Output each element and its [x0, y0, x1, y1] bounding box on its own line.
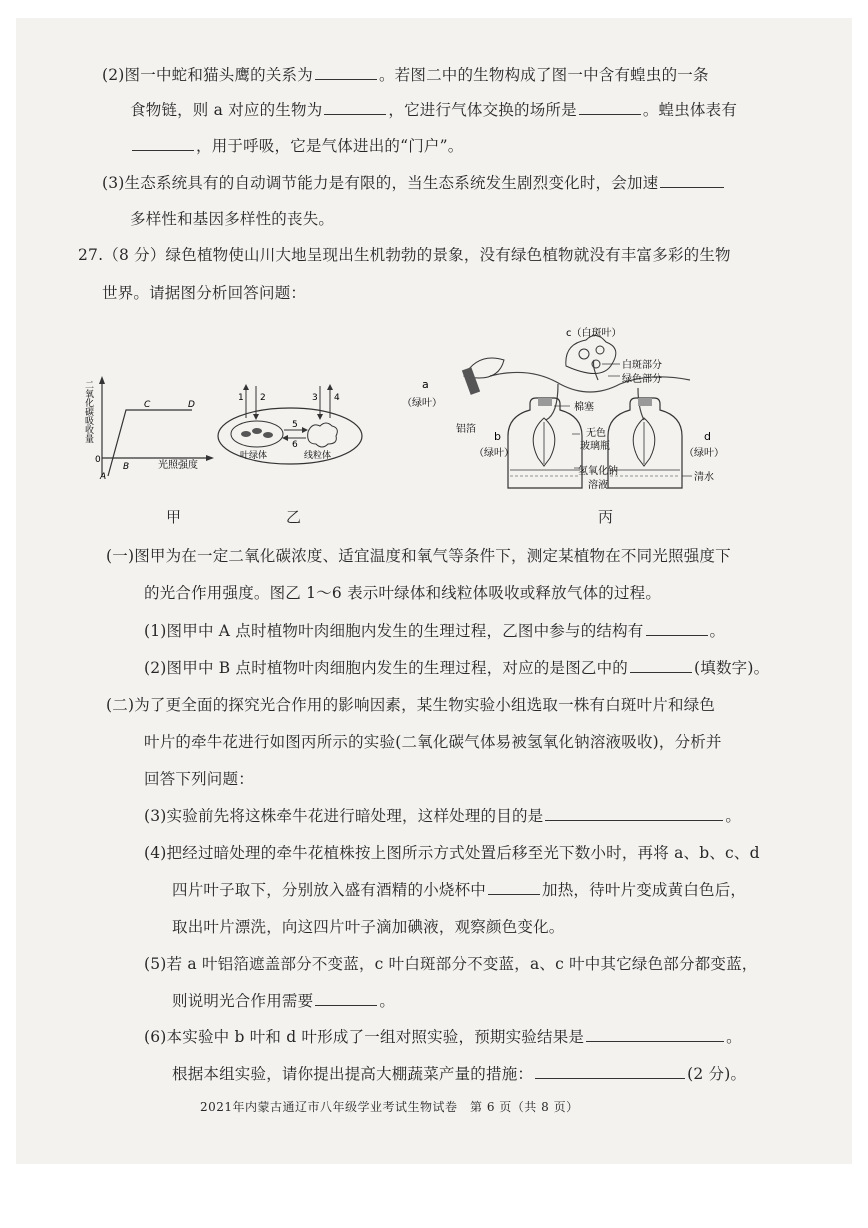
question-2: (2)图甲中 B 点时植物叶肉细胞内发生的生理过程，对应的是图乙中的 (填数字)。	[144, 659, 770, 677]
label-jar-1: 无色	[586, 428, 606, 439]
question-5-line2: 则说明光合作用需要 。	[172, 992, 396, 1010]
section1-line1: (一)图甲为在一定二氧化碳浓度、适宜温度和氧气等条件下，测定某植物在不同光照强度下	[106, 547, 731, 565]
figure-jia-graph	[83, 372, 216, 484]
label-jar-2: 玻璃瓶	[580, 441, 610, 452]
q26-p3-line2: 多样性和基因多样性的丧失。	[130, 210, 335, 228]
answer-blank[interactable]	[535, 1064, 685, 1079]
q27-header-line2: 世界。请据图分析回答问题：	[102, 284, 307, 302]
section1-line2: 的光合作用强度。图乙 1～6 表示叶绿体和线粒体吸收或释放气体的过程。	[144, 584, 662, 602]
figure-caption-jia: 甲	[166, 508, 182, 526]
leaf-c	[566, 335, 616, 373]
question-6-line2: 根据本组实验，请你提出提高大棚蔬菜产量的措施： (2 分)。	[172, 1065, 747, 1083]
grana	[241, 431, 251, 437]
label-d-sub: （绿叶）	[684, 448, 724, 459]
question-5-line1: (5)若 a 叶铝箔遮盖部分不变蓝，c 叶白斑部分不变蓝，a、c 叶中其它绿色部分都变蓝，	[144, 955, 758, 973]
answer-blank[interactable]	[660, 173, 724, 188]
point-b-label: B	[123, 462, 130, 472]
num-4: 4	[334, 393, 340, 403]
label-b: b	[494, 430, 501, 443]
cotton-plug-d	[638, 398, 652, 406]
answer-blank[interactable]	[324, 100, 386, 115]
num-3: 3	[312, 393, 318, 403]
q26-p2-line3: ，用于呼吸，它是气体进出的“门户”。	[130, 135, 463, 157]
answer-blank[interactable]	[545, 806, 723, 821]
answer-blank[interactable]	[579, 100, 641, 115]
section2-line1: (二)为了更全面的探究光合作用的影响因素，某生物实验小组选取一株有白斑叶片和绿色	[106, 696, 716, 714]
stem-to-c	[594, 360, 599, 380]
label-a: a	[422, 378, 429, 391]
section2-line2: 叶片的牵牛花进行如图丙所示的实验(二氧化碳气体易被氢氧化钠溶液吸收)，分析并	[144, 733, 722, 751]
cotton-plug-b	[538, 398, 552, 406]
label-foil: 铝箔	[456, 424, 476, 435]
figure-yi-cell	[212, 382, 368, 466]
question-6-line1: (6)本实验中 b 叶和 d 叶形成了一组对照实验，预期实验结果是 。	[144, 1028, 742, 1046]
answer-blank[interactable]	[132, 136, 194, 151]
point-a-label: A	[100, 472, 107, 482]
question-1: (1)图甲中 A 点时植物叶肉细胞内发生的生理过程，乙图中参与的结构有 。	[144, 622, 726, 640]
point-d-label: D	[188, 400, 195, 410]
question-4-line2: 四片叶子取下，分别放入盛有酒精的小烧杯中 加热，待叶片变成黄白色后，	[172, 881, 747, 899]
label-b-sub: （绿叶）	[474, 448, 514, 459]
label-a-sub: （绿叶）	[402, 398, 442, 409]
jar-b	[508, 398, 582, 488]
label-c: c（白斑叶）	[566, 328, 622, 339]
jar-d	[608, 398, 682, 488]
x-axis-label: 光照强度	[158, 460, 198, 471]
figure-bing-experiment	[398, 318, 728, 494]
mitochondria-shape	[308, 423, 338, 447]
figure-caption-bing: 丙	[598, 508, 614, 526]
question-4-line3: 取出叶片漂洗，向这四片叶子滴加碘液，观察颜色变化。	[172, 918, 565, 936]
answer-blank[interactable]	[646, 621, 708, 636]
chloroplast-label: 叶绿体	[240, 451, 268, 461]
answer-blank[interactable]	[315, 991, 377, 1006]
white-spot	[596, 346, 604, 354]
origin-label: 0	[95, 455, 101, 465]
label-naoh-1: 氢氧化钠	[578, 466, 618, 477]
grana	[252, 428, 262, 434]
question-4-line1: (4)把经过暗处理的牵牛花植株按上图所示方式处置后移至光下数小时，再将 a、b、c、d	[144, 844, 760, 862]
num-1: 1	[238, 393, 244, 403]
point-c-label: C	[144, 400, 151, 410]
page-footer: 2021年内蒙古通辽市八年级学业考试生物试卷 第 6 页（共 8 页）	[200, 1100, 579, 1114]
label-d: d	[704, 430, 711, 443]
num-6: 6	[292, 440, 298, 450]
figure-caption-yi: 乙	[286, 508, 302, 526]
answer-blank[interactable]	[586, 1027, 724, 1042]
y-axis-arrow	[99, 376, 105, 384]
section2-line3: 回答下列问题：	[144, 770, 254, 788]
answer-blank[interactable]	[630, 658, 692, 673]
question-3: (3)实验前先将这株牵牛花进行暗处理，这样处理的目的是 。	[144, 807, 742, 825]
label-water: 清水	[694, 472, 714, 483]
num-2: 2	[260, 393, 266, 403]
foil	[462, 367, 480, 395]
q26-p2-line2: 食物链，则 a 对应的生物为 ，它进行气体交换的场所是 。蝗虫体表有	[130, 101, 738, 119]
q26-p3-line1: (3)生态系统具有的自动调节能力是有限的，当生态系统发生剧烈变化时，会加速	[102, 172, 726, 194]
white-spot	[579, 349, 589, 359]
label-naoh-2: 溶液	[588, 480, 608, 491]
num-5: 5	[292, 420, 298, 430]
answer-blank[interactable]	[488, 880, 540, 895]
label-cotton: 棉塞	[574, 402, 594, 413]
mitochondria-label: 线粒体	[304, 451, 332, 461]
label-white-part: 白斑部分	[622, 360, 662, 371]
y-axis-label: 二氧化碳吸收量	[83, 380, 93, 443]
grana	[263, 432, 273, 438]
q27-header-line1: 27.（8 分）绿色植物使山川大地呈现出生机勃勃的景象，没有绿色植物就没有丰富多彩的生物	[78, 246, 731, 264]
answer-blank[interactable]	[315, 65, 377, 80]
label-green-part: 绿色部分	[622, 374, 662, 385]
q26-p2-line1: (2)图一中蛇和猫头鹰的关系为 。若图二中的生物构成了图一中含有蝗虫的一条	[102, 66, 709, 84]
